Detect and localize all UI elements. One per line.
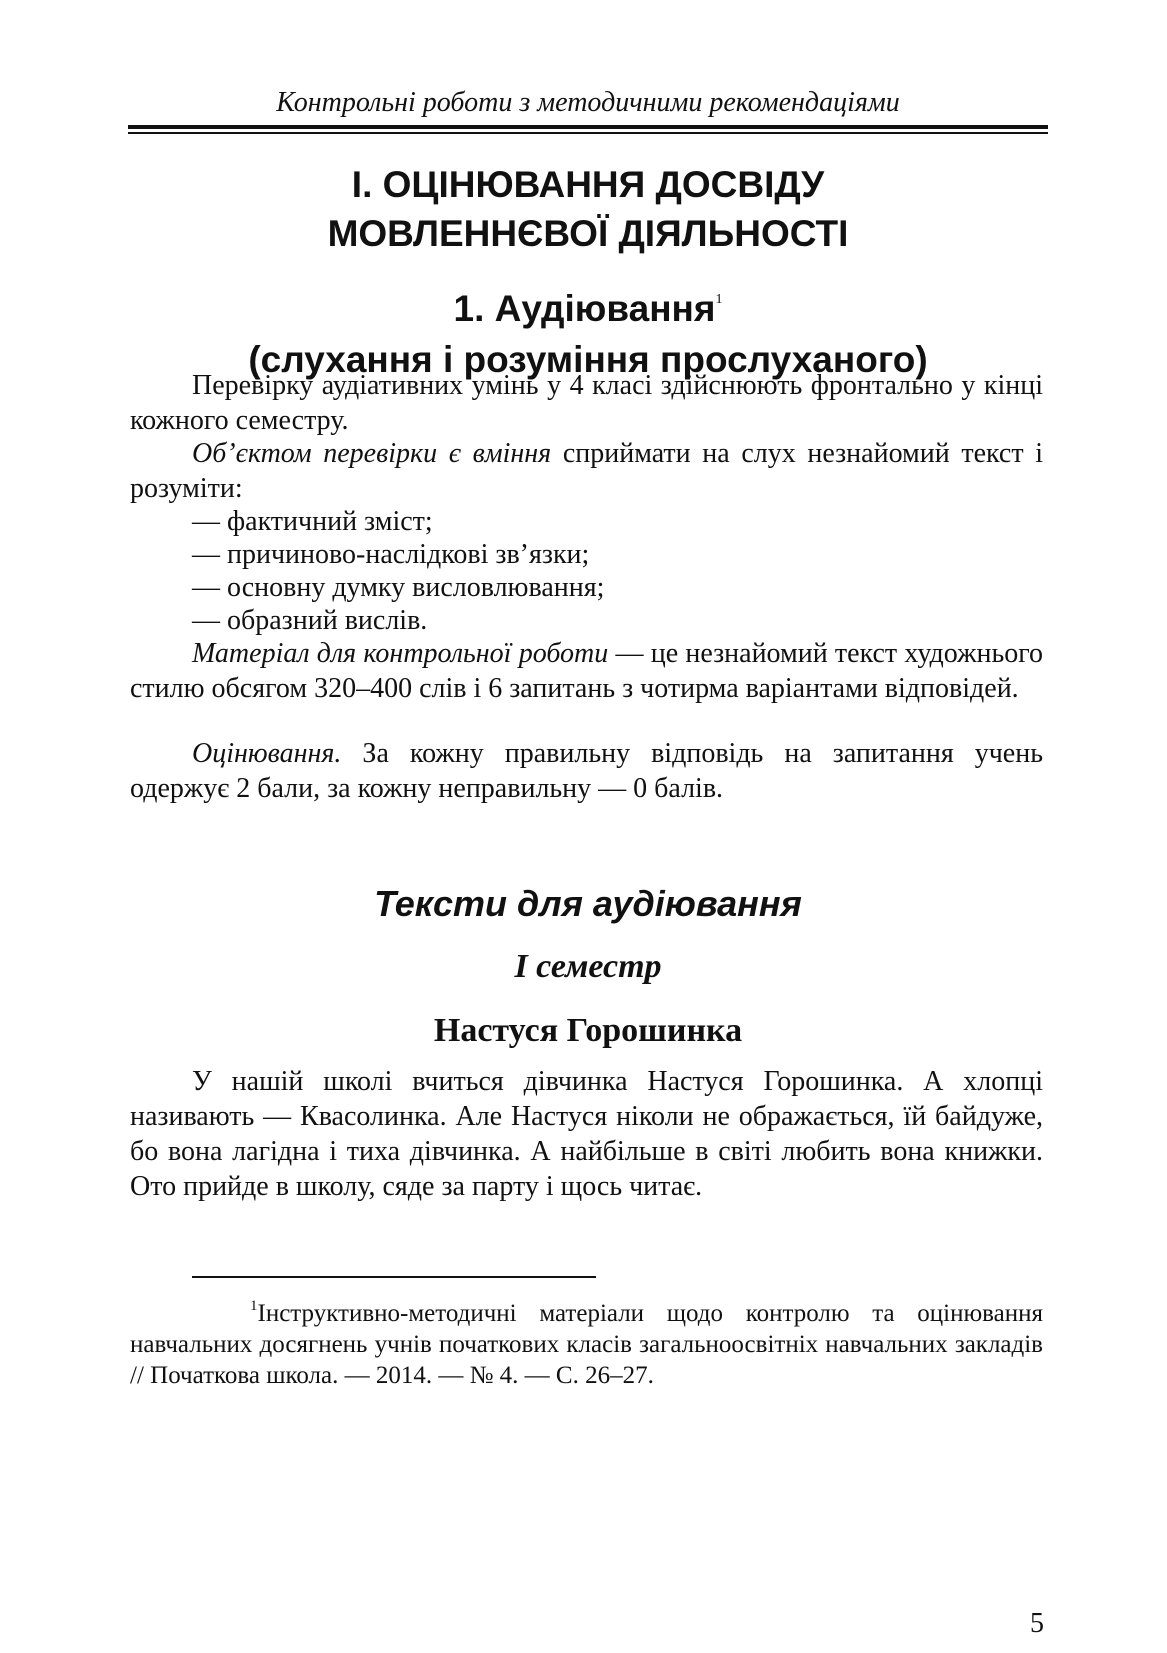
- footnote-reference[interactable]: 1: [715, 292, 723, 307]
- list-item: — образний вислів.: [192, 605, 428, 636]
- footnote-text: Інструктивно-методичні матеріали щодо контролю та оцінювання навчальних досягнень учнів початкових класів загальноосвітніх навчальних закладів // Початкова школа. — 2014. — № 4. — С. 26–27.: [130, 1300, 1043, 1389]
- paragraph-assessment-emphasis: Оцінювання.: [192, 738, 342, 769]
- story-paragraph: У нашій школі вчиться дівчинка Настуся Горошинка. А хлопці називають — Квасолинка. Але Настуся ніколи не ображається, їй байдуже, бо вона лагідна і тиха дівчинка. А найбільше в світі любить вона книжки. Ото прийде в школу, сяде за парту і щось читає.: [130, 1066, 1043, 1202]
- footnote-mark: 1: [250, 1298, 258, 1314]
- paragraph-object-emphasis: Об’єктом перевірки є вміння: [192, 438, 552, 469]
- list-item: — причиново-наслідкові зв’язки;: [192, 539, 590, 570]
- semester-heading: І семестр: [514, 948, 662, 985]
- paragraph-assessment: [130, 736, 1043, 806]
- paragraph-material: [130, 636, 1043, 706]
- header-rule-thick: [128, 125, 1048, 129]
- chapter-title-line1: І. ОЦІНЮВАННЯ ДОСВІДУ: [351, 164, 825, 205]
- section-title-text: 1. Аудіювання: [453, 288, 716, 329]
- list-item: — фактичний зміст;: [192, 506, 433, 537]
- running-header: Контрольні роботи з методичними рекомендаціями: [276, 87, 900, 118]
- header-rule-thin: [128, 132, 1048, 134]
- page-number: 5: [1030, 1608, 1044, 1639]
- paragraph-object-text: сприймати на слух незнайомий текст і розуміти:: [130, 438, 1043, 504]
- list-item: — основну думку висловлювання;: [192, 572, 605, 603]
- story-title: Настуся Горошинка: [433, 1012, 743, 1049]
- footnote-separator: [192, 1276, 596, 1278]
- paragraph-material-text: — це незнайомий текст художнього стилю обсягом 320–400 слів і 6 запитань з чотирма варіантами відповідей.: [130, 638, 1043, 704]
- paragraph-intro: Перевірку аудіативних умінь у 4 класі здійснюють фронтально у кінці кожного семестру.: [130, 370, 1043, 436]
- chapter-title: [128, 160, 1048, 258]
- section-subtitle: (слухання і розуміння прослуханого): [248, 339, 928, 380]
- paragraph-object: [130, 436, 1043, 506]
- paragraph-material-emphasis: Матеріал для контрольної роботи: [192, 638, 609, 669]
- chapter-title-line2: МОВЛЕННЄВОЇ ДІЯЛЬНОСТІ: [327, 213, 849, 254]
- paragraph-assessment-text: За кожну правильну відповідь на запитання учень одержує 2 бали, за кожну неправильну — 0 балів.: [130, 738, 1043, 804]
- texts-heading: Тексти для аудіювання: [374, 883, 802, 924]
- footnote: [130, 1298, 1043, 1391]
